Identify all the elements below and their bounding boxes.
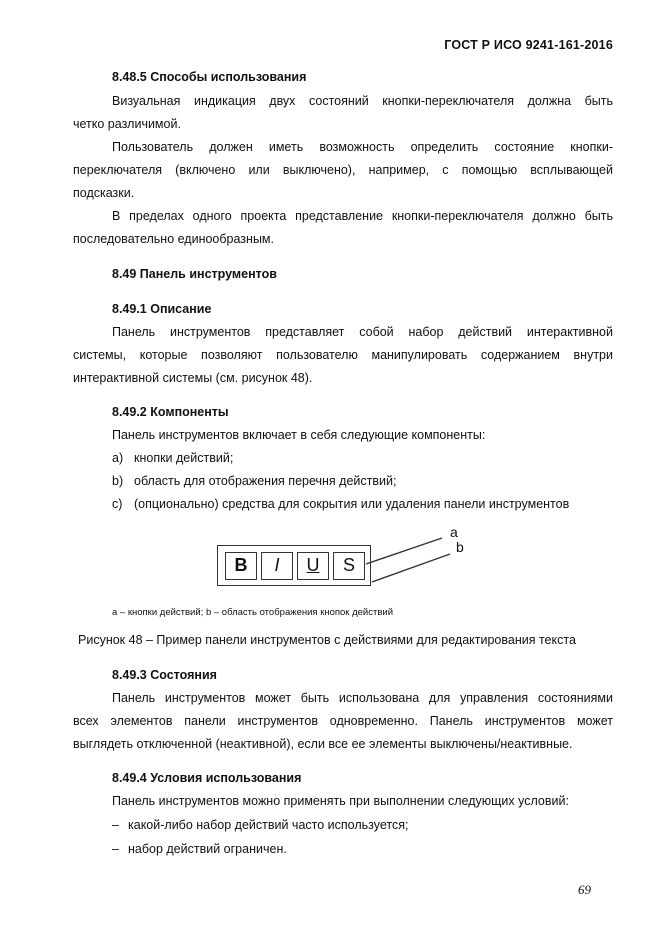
list-item-text: область для отображения перечня действий; <box>134 474 397 488</box>
figure-label-a: a <box>450 524 458 540</box>
bold-button: B <box>225 552 257 580</box>
paragraph-line: Панель инструментов включает в себя следующие компоненты: <box>112 428 486 442</box>
paragraph-line: Панель инструментов может быть использована для управления состояниями <box>112 691 613 705</box>
figure-caption: Рисунок 48 – Пример панели инструментов с действиями для редактирования текста <box>78 633 576 647</box>
list-item <box>112 842 287 856</box>
document-header: ГОСТ Р ИСО 9241-161-2016 <box>444 38 613 52</box>
paragraph-line: В пределах одного проекта представление кнопки-переключателя должно быть <box>112 209 613 223</box>
section-heading-8-49-1: 8.49.1 Описание <box>112 302 212 316</box>
list-item <box>112 474 396 488</box>
paragraph-line: Панель инструментов можно применять при выполнении следующих условий: <box>112 794 569 808</box>
figure-leader-lines <box>360 520 480 590</box>
paragraph-line: последовательно единообразным. <box>73 232 274 246</box>
strikethrough-button: S <box>333 552 365 580</box>
list-marker: b) <box>112 474 124 488</box>
underline-button: U <box>297 552 329 580</box>
figure-note: a – кнопки действий; b – область отображения кнопок действий <box>112 607 394 618</box>
paragraph-line: четко различимой. <box>73 117 181 131</box>
paragraph-line: подсказки. <box>73 186 135 200</box>
list-marker: c) <box>112 497 123 511</box>
section-heading-8-48-5: 8.48.5 Способы использования <box>112 70 307 84</box>
leader-line-a <box>366 538 442 564</box>
page-number: 69 <box>578 882 591 897</box>
section-heading-8-49-3: 8.49.3 Состояния <box>112 668 217 682</box>
list-item-text: какой-либо набор действий часто используется; <box>128 818 409 832</box>
paragraph-line: системы, которые позволяют пользователю манипулировать содержанием внутри <box>73 348 613 362</box>
paragraph-line: всех элементов панели инструментов одновременно. Панель инструментов может <box>73 714 613 728</box>
paragraph-line: выглядеть отключенной (неактивной), если все ее элементы выключены/неактивные. <box>73 737 573 751</box>
figure-toolbar <box>217 545 371 586</box>
list-item-text: кнопки действий; <box>134 451 234 465</box>
list-marker: – <box>112 842 119 856</box>
list-item-text: набор действий ограничен. <box>128 842 287 856</box>
list-marker: a) <box>112 451 124 465</box>
list-item <box>112 451 233 465</box>
section-heading-8-49: 8.49 Панель инструментов <box>112 267 277 281</box>
paragraph-line: Визуальная индикация двух состояний кнопки-переключателя должна быть <box>112 94 613 108</box>
paragraph-line: Пользователь должен иметь возможность определить состояние кнопки- <box>112 140 613 154</box>
paragraph-line: Панель инструментов представляет собой набор действий интерактивной <box>112 325 613 339</box>
section-heading-8-49-4: 8.49.4 Условия использования <box>112 771 302 785</box>
list-marker: – <box>112 818 119 832</box>
italic-button: I <box>261 552 293 580</box>
paragraph-line: переключателя (включено или выключено), например, с помощью всплывающей <box>73 163 613 177</box>
list-item-text: (опционально) средства для сокрытия или удаления панели инструментов <box>134 497 570 511</box>
list-item <box>112 818 408 832</box>
list-item <box>112 497 569 511</box>
paragraph-line: интерактивной системы (см. рисунок 48). <box>73 371 313 385</box>
figure-label-b: b <box>456 539 464 555</box>
section-heading-8-49-2: 8.49.2 Компоненты <box>112 405 229 419</box>
